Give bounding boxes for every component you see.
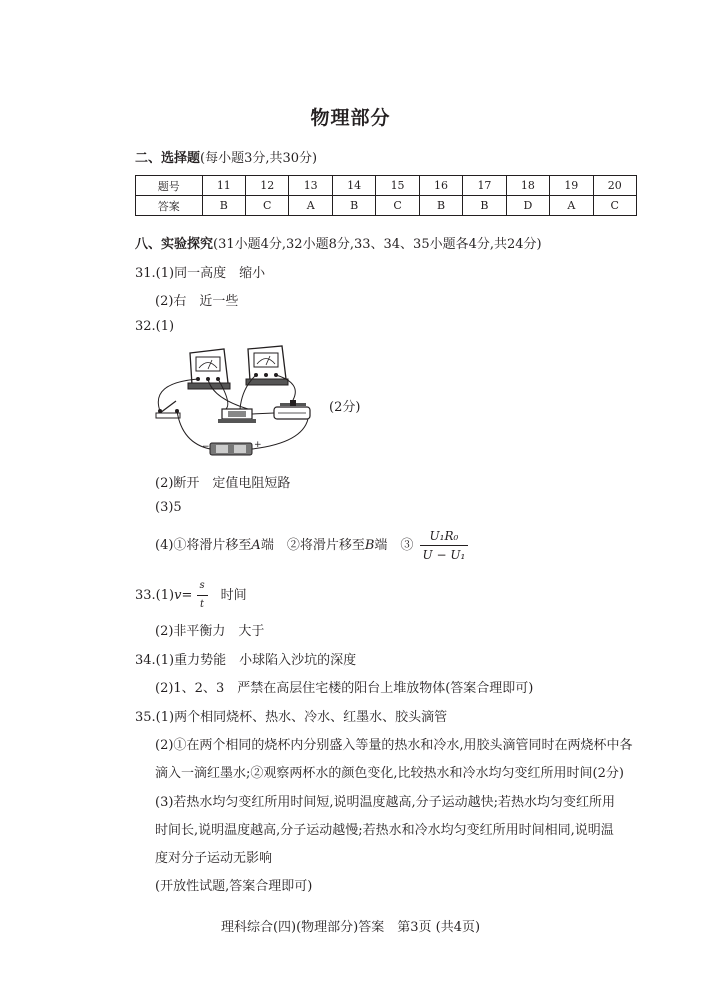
q31-line-1: 31.(1)同一高度 缩小 [135, 266, 266, 281]
resistance-formula [420, 528, 469, 563]
table-cell: 11 [202, 176, 245, 196]
page-footer: 理科综合(四)(物理部分)答案 第3页 (共4页) [220, 920, 481, 935]
section-8-header [135, 233, 542, 252]
q35-line-3b: 时间长,说明温度越高,分子运动越慢;若热水和冷水均匀变红所用时间相同,说明温 [155, 823, 614, 838]
table-cell: C [246, 196, 289, 216]
table-cell: A [550, 196, 593, 216]
table-row-numbers [136, 176, 637, 196]
q31-line-2: (2)右 近一些 [155, 294, 239, 309]
table-cell: 20 [593, 176, 636, 196]
table-cell: D [506, 196, 549, 216]
page-title: 物理部分 [310, 107, 391, 129]
formula-denominator: t [200, 599, 205, 610]
resistor-icon [218, 409, 256, 423]
q33-line-2: (2)非平衡力 大于 [155, 624, 265, 639]
q32-step-b: 端 ②将滑片移至 [260, 538, 365, 553]
table-cell: B [419, 196, 462, 216]
var-v: v [174, 588, 182, 603]
q32-line-4 [155, 528, 468, 563]
q32-line-2: (2)断开 定值电阻短路 [155, 476, 291, 491]
q32-line-1: 32.(1) [135, 319, 175, 334]
table-cell: 13 [289, 176, 332, 196]
row-label-answer: 答案 [136, 196, 203, 216]
speed-formula [197, 578, 208, 613]
section-2-header [135, 147, 317, 166]
table-cell: B [332, 196, 375, 216]
q32-score: (2分) [329, 400, 361, 415]
table-cell: A [289, 196, 332, 216]
q32-step-a: (4)①将滑片移至 [155, 538, 252, 553]
table-cell: 17 [463, 176, 506, 196]
table-row-answers [136, 196, 637, 216]
q35-line-2a: (2)①在两个相同的烧杯内分别盛入等量的热水和冷水,用胶头滴管同时在两烧杯中各 [155, 738, 633, 753]
section-2-heading: 二、选择题 [135, 151, 201, 166]
circuit-diagram [152, 343, 327, 463]
q34-line-1: 34.(1)重力势能 小球陷入沙坑的深度 [135, 653, 357, 668]
table-cell: 16 [419, 176, 462, 196]
var-a: A [251, 538, 261, 553]
q32-line-3: (3)5 [155, 500, 182, 515]
table-cell: 18 [506, 176, 549, 196]
q33-eq: = [181, 588, 193, 603]
battery-icon [202, 440, 262, 455]
q34-line-2: (2)1、2、3 严禁在高层住宅楼的阳台上堆放物体(答案合理即可) [155, 681, 534, 696]
table-cell: 19 [550, 176, 593, 196]
q35-line-3a: (3)若热水均匀变红所用时间短,说明温度越高,分子运动越快;若热水均匀变红所用 [155, 795, 616, 810]
var-b: B [364, 538, 375, 553]
q33-prefix: 33.(1) [135, 588, 175, 603]
q35-line-4: (开放性试题,答案合理即可) [155, 879, 313, 894]
q33-line-1 [135, 578, 247, 613]
row-label-number: 题号 [136, 176, 203, 196]
table-cell: C [593, 196, 636, 216]
table-cell: 14 [332, 176, 375, 196]
table-cell: B [463, 196, 506, 216]
q33-suffix: 时间 [207, 588, 247, 603]
formula-numerator: U₁R₀ [420, 528, 469, 546]
q35-line-3c: 度对分子运动无影响 [155, 851, 273, 866]
answer-table [135, 175, 637, 216]
q35-line-2b: 滴入一滴红墨水;②观察两杯水的颜色变化,比较热水和冷水均匀变红所用时间(2分) [155, 766, 624, 781]
section-8-note: (31小题4分,32小题8分,33、34、35小题各4分,共24分) [213, 237, 542, 252]
formula-denominator: U − U₁ [422, 548, 466, 562]
q35-line-1: 35.(1)两个相同烧杯、热水、冷水、红墨水、胶头滴管 [135, 710, 448, 725]
table-cell: 15 [376, 176, 419, 196]
table-cell: 12 [246, 176, 289, 196]
svg-text:−: − [202, 442, 210, 452]
table-cell: B [202, 196, 245, 216]
rheostat-icon [274, 400, 310, 419]
table-cell: C [376, 196, 419, 216]
section-2-note: (每小题3分,共30分) [200, 151, 318, 166]
formula-numerator: s [197, 578, 208, 596]
svg-text:+: + [254, 440, 262, 450]
q32-step-c: 端 ③ [374, 538, 414, 553]
section-8-heading: 八、实验探究 [135, 237, 214, 252]
